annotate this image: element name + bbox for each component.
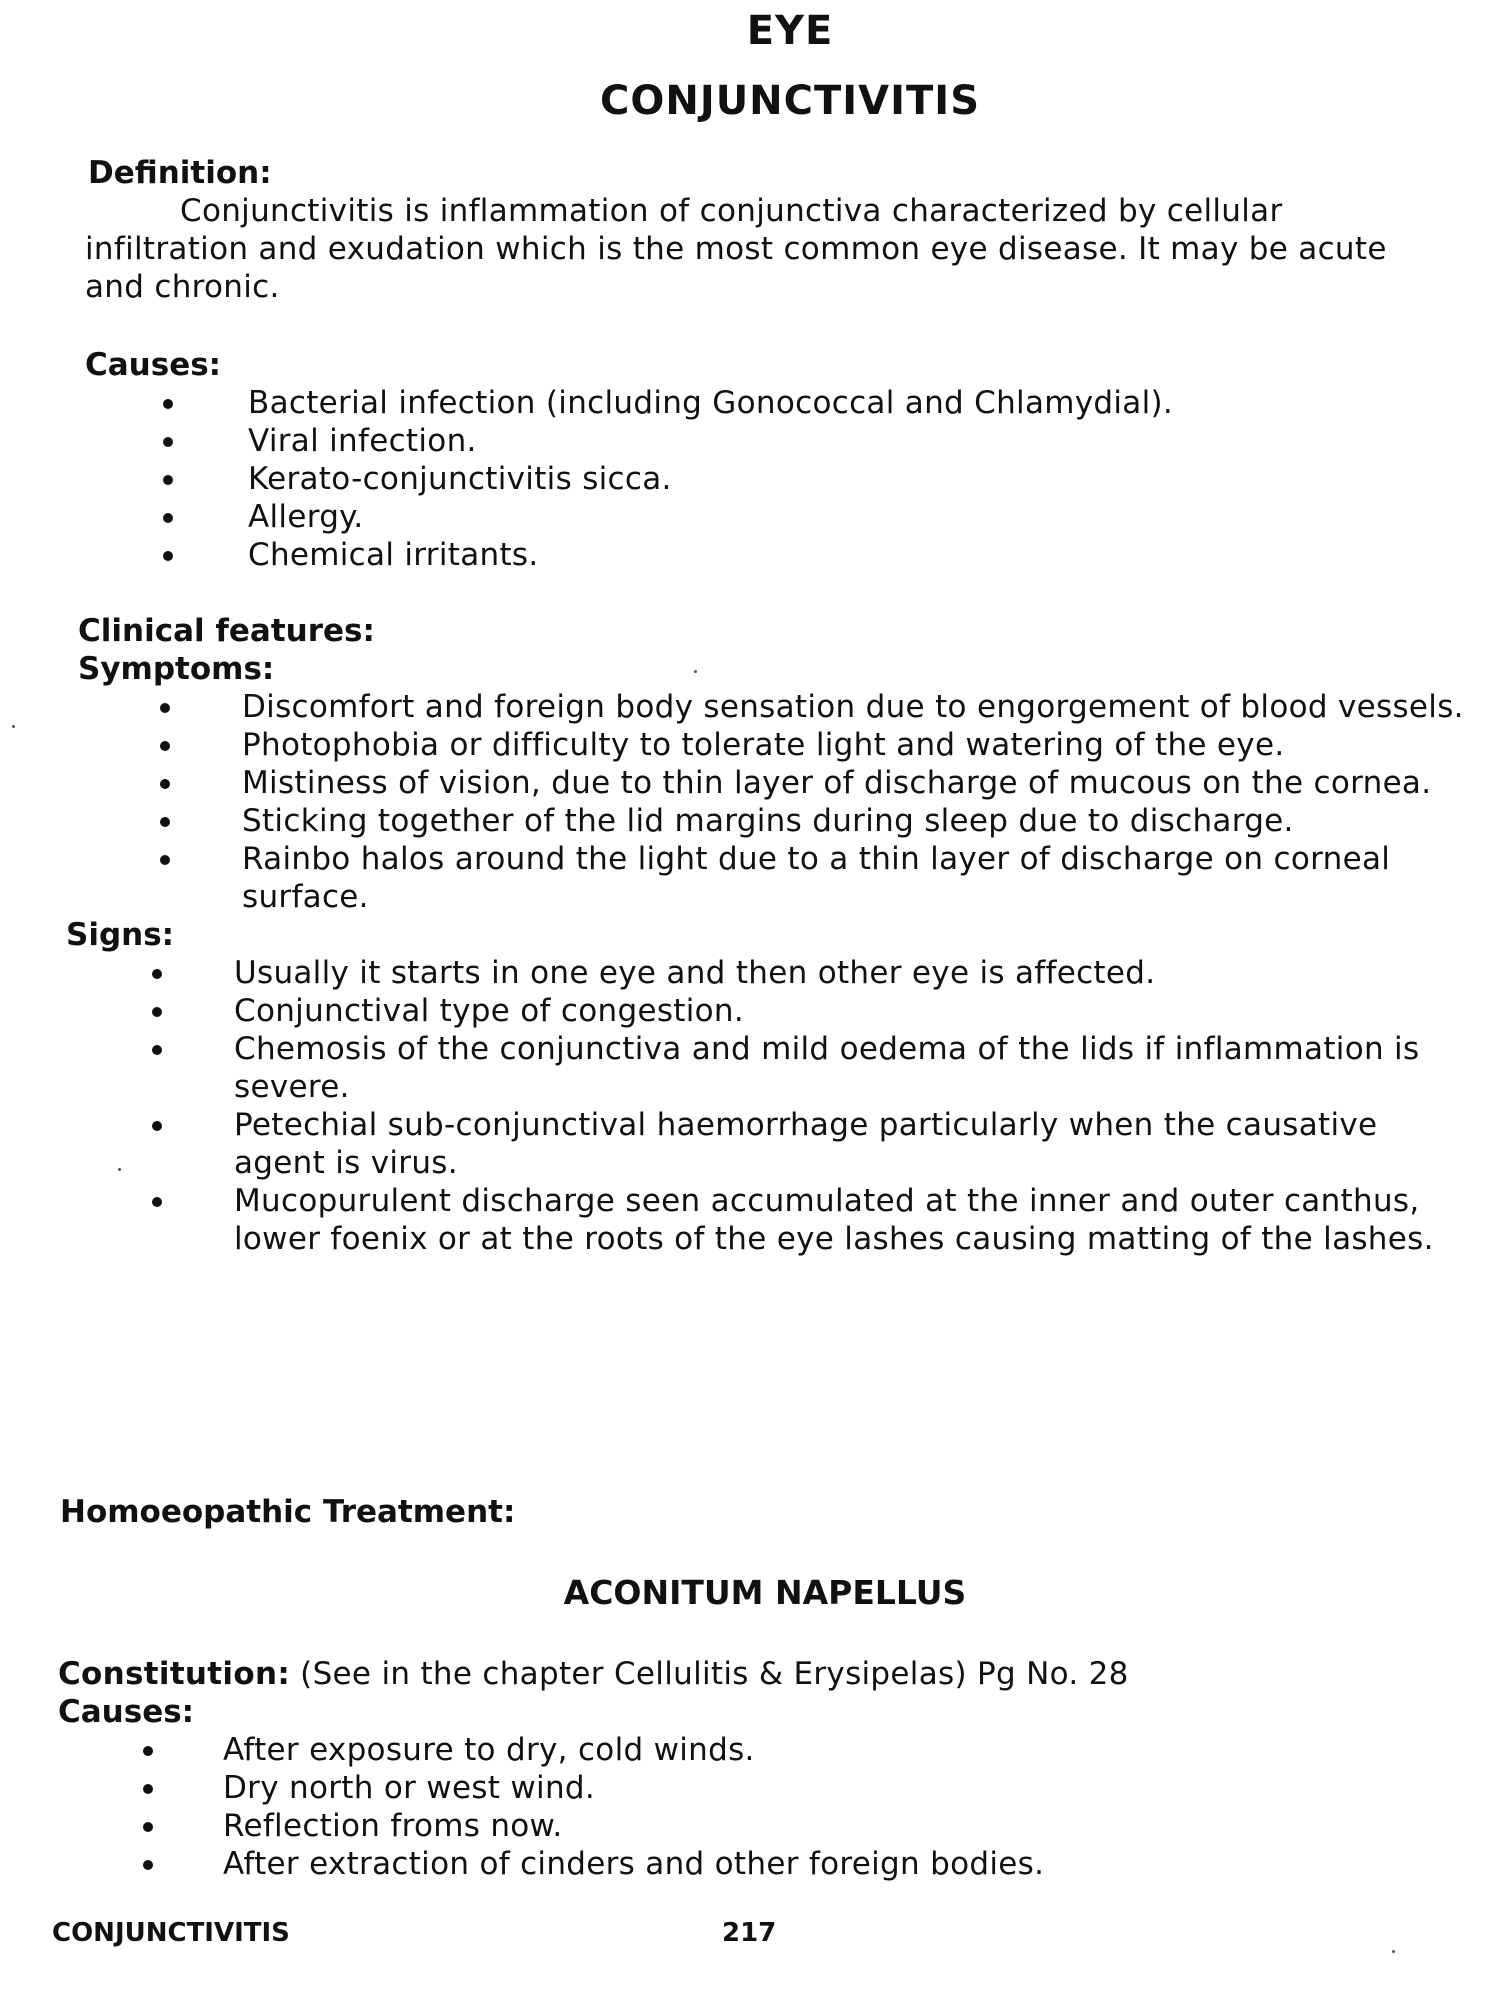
topic-title: CONJUNCTIVITIS: [599, 78, 980, 124]
definition-section: [0, 154, 1500, 306]
list-item: Allergy.: [163, 498, 1423, 536]
remedy-causes-list: [143, 1731, 1443, 1883]
list-item: Chemical irritants.: [163, 536, 1423, 574]
bullet-icon: [160, 741, 170, 751]
list-item: Chemosis of the conjunctiva and mild oedema of the lids if inflammation is severe.: [152, 1030, 1472, 1106]
bullet-icon: [152, 1045, 162, 1055]
bullet-icon: [152, 1197, 162, 1207]
list-item: Discomfort and foreign body sensation due to engorgement of blood vessels.: [160, 688, 1490, 726]
page-number: 217: [722, 1918, 777, 1948]
definition-heading: Definition:: [88, 155, 272, 191]
constitution-text: (See in the chapter Cellulitis & Erysipelas) Pg No. 28: [300, 1656, 1129, 1692]
bullet-icon: [152, 1007, 162, 1017]
footer-running-title: CONJUNCTIVITIS: [52, 1918, 290, 1948]
signs-heading: Signs:: [66, 917, 175, 953]
bullet-icon: [160, 703, 170, 713]
definition-text: Conjunctivitis is inflammation of conjunctiva characterized by cellular infiltration and exudation which is the most common eye disease. It may be acute and chronic.: [85, 193, 1387, 305]
treatment-section: [0, 1493, 1500, 1531]
bullet-icon: [143, 1784, 153, 1794]
list-item: After exposure to dry, cold winds.: [143, 1731, 1443, 1769]
bullet-icon: [143, 1822, 153, 1832]
bullet-icon: [143, 1746, 153, 1756]
list-item: Bacterial infection (including Gonococcal and Chlamydial).: [163, 384, 1423, 422]
list-item: Sticking together of the lid margins during sleep due to discharge.: [160, 802, 1490, 840]
bullet-icon: [163, 437, 173, 447]
list-item: Conjunctival type of congestion.: [152, 992, 1472, 1030]
bullet-icon: [163, 513, 173, 523]
remedy-title: ACONITUM NAPELLUS: [563, 1573, 967, 1612]
list-item: After extraction of cinders and other foreign bodies.: [143, 1845, 1443, 1883]
treatment-heading: Homoeopathic Treatment:: [60, 1494, 516, 1530]
bullet-icon: [163, 399, 173, 409]
clinical-features-heading: Clinical features:: [78, 613, 375, 649]
list-item: Petechial sub-conjunctival haemorrhage particularly when the causative agent is virus.: [152, 1106, 1472, 1182]
remedy-causes-heading: Causes:: [58, 1694, 195, 1730]
clinical-features-section: [0, 612, 1500, 1258]
scan-speck: [1392, 1950, 1395, 1953]
list-item: Usually it starts in one eye and then other eye is affected.: [152, 954, 1472, 992]
scan-speck: [12, 725, 15, 728]
list-item: Kerato-conjunctivitis sicca.: [163, 460, 1423, 498]
list-item: Mistiness of vision, due to thin layer of discharge of mucous on the cornea.: [160, 764, 1490, 802]
list-item: Mucopurulent discharge seen accumulated at the inner and outer canthus, lower foenix or at the roots of the eye lashes causing matting of the lashes.: [152, 1182, 1472, 1258]
list-item: Photophobia or difficulty to tolerate light and watering of the eye.: [160, 726, 1490, 764]
signs-list: [152, 954, 1472, 1258]
scan-speck: [118, 1168, 121, 1171]
list-item: Reflection froms now.: [143, 1807, 1443, 1845]
bullet-icon: [160, 779, 170, 789]
bullet-icon: [152, 1121, 162, 1131]
symptoms-list: [160, 688, 1490, 916]
bullet-icon: [143, 1860, 153, 1870]
chapter-title: EYE: [746, 8, 834, 54]
causes-list: [163, 384, 1423, 574]
remedy-section: [0, 1655, 1500, 1883]
bullet-icon: [160, 817, 170, 827]
list-item: Viral infection.: [163, 422, 1423, 460]
constitution-line: [58, 1655, 1500, 1693]
scan-speck: [694, 670, 697, 673]
causes-heading: Causes:: [85, 347, 222, 383]
bullet-icon: [163, 475, 173, 485]
symptoms-heading: Symptoms:: [78, 651, 275, 687]
causes-section: [0, 346, 1500, 574]
bullet-icon: [160, 855, 170, 865]
list-item: Dry north or west wind.: [143, 1769, 1443, 1807]
bullet-icon: [163, 551, 173, 561]
bullet-icon: [152, 969, 162, 979]
constitution-label: Constitution:: [58, 1656, 291, 1692]
list-item: Rainbo halos around the light due to a thin layer of discharge on corneal surface.: [160, 840, 1490, 916]
